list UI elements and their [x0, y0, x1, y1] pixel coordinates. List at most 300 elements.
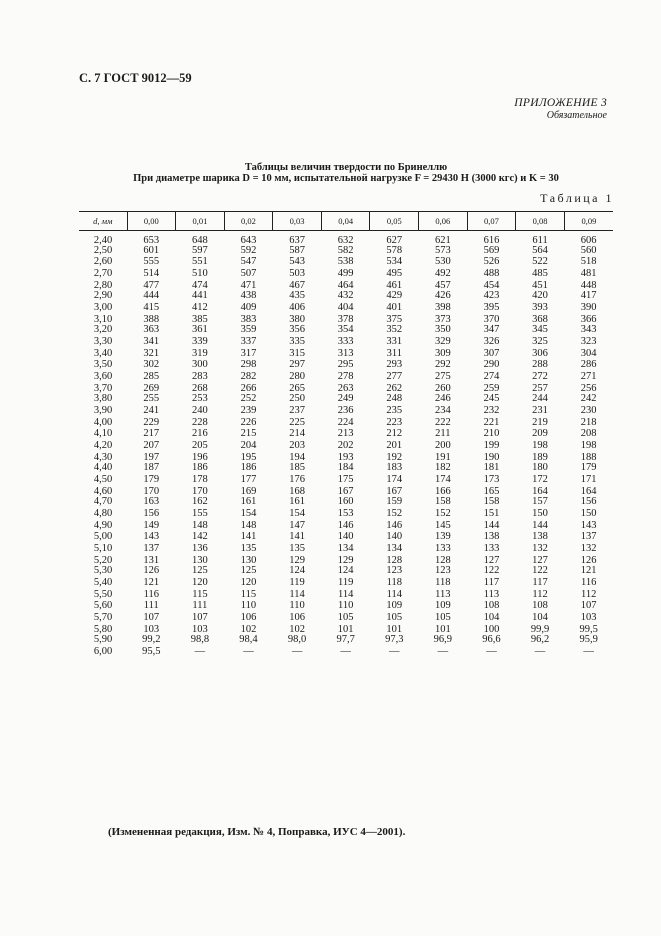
hardness-cell: 102 — [289, 623, 305, 635]
hardness-cell: 140 — [386, 530, 403, 542]
hardness-cell: 137 — [580, 530, 597, 542]
hardness-cell: 415 — [143, 302, 160, 314]
table-row — [79, 611, 613, 625]
diameter-cell: 3,10 — [93, 314, 113, 326]
hardness-cell: 205 — [192, 439, 208, 451]
hardness-cell: 239 — [240, 405, 257, 417]
hardness-cell: 134 — [386, 542, 403, 554]
hardness-cell: 144 — [483, 520, 500, 532]
hardness-cell: 283 — [192, 370, 208, 382]
hardness-cell: 199 — [483, 439, 500, 451]
hardness-cell: 110 — [240, 599, 257, 611]
hardness-cell: 359 — [240, 324, 257, 336]
hardness-cell: 252 — [240, 393, 257, 405]
hardness-cell: 522 — [532, 255, 548, 267]
hardness-cell: 114 — [289, 589, 305, 601]
hardness-cell: 109 — [386, 599, 403, 611]
hardness-cell: 174 — [434, 473, 451, 485]
diameter-cell: 3,70 — [93, 382, 113, 394]
hardness-cell: 114 — [337, 589, 354, 601]
hardness-cell: 286 — [580, 358, 597, 370]
hardness-cell: 107 — [580, 599, 597, 611]
hardness-cell: 141 — [289, 530, 305, 542]
hardness-cell: 275 — [434, 370, 451, 382]
hardness-cell: 140 — [337, 530, 354, 542]
hardness-cell: 152 — [386, 508, 403, 520]
hardness-cell: 534 — [386, 255, 403, 267]
hardness-cell: 373 — [434, 314, 451, 326]
hardness-cell: 237 — [289, 405, 305, 417]
hardness-cell: 120 — [240, 577, 257, 589]
hardness-cell: 448 — [580, 279, 597, 291]
hardness-cell: 103 — [192, 623, 208, 635]
diameter-cell: 5,30 — [93, 565, 113, 577]
hardness-cell: 235 — [386, 405, 403, 417]
column-header: 0,07 — [467, 212, 516, 231]
hardness-cell: 265 — [289, 382, 305, 394]
hardness-cell: 108 — [532, 599, 548, 611]
hardness-cell: 444 — [143, 289, 160, 301]
diameter-cell: 4,90 — [93, 520, 113, 532]
hardness-cell: 117 — [483, 577, 500, 589]
table-row — [79, 473, 613, 487]
hardness-cell: 167 — [337, 486, 354, 498]
hardness-cell: 100 — [483, 623, 500, 635]
hardness-cell: 288 — [532, 358, 548, 370]
hardness-cell: 117 — [532, 577, 548, 589]
hardness-cell: — — [243, 645, 254, 657]
hardness-cell: 637 — [289, 235, 305, 246]
hardness-cell: 231 — [532, 405, 548, 417]
hardness-cell: 137 — [143, 542, 160, 554]
hardness-cell: 621 — [434, 235, 451, 246]
hardness-cell: 103 — [143, 623, 160, 635]
hardness-cell: 464 — [337, 279, 354, 291]
hardness-cell: 189 — [532, 451, 548, 463]
hardness-cell: 132 — [580, 542, 597, 554]
diameter-cell: 4,70 — [93, 496, 113, 508]
hardness-cell: 499 — [337, 267, 354, 279]
hardness-cell: 114 — [386, 589, 402, 601]
hardness-cell: 277 — [386, 370, 403, 382]
table-row — [79, 439, 613, 453]
hardness-cell: 169 — [240, 486, 257, 498]
hardness-cell: — — [194, 645, 206, 657]
diameter-cell: 4,80 — [93, 508, 113, 520]
hardness-cell: 269 — [143, 382, 160, 394]
hardness-cell: 329 — [434, 336, 451, 348]
hardness-cell: 225 — [289, 417, 305, 429]
hardness-cell: 229 — [143, 417, 160, 429]
table-row — [79, 532, 613, 542]
hardness-cell: 438 — [240, 289, 257, 301]
hardness-cell: 488 — [483, 267, 500, 279]
hardness-cell: 526 — [483, 255, 500, 267]
hardness-cell: 99,5 — [579, 623, 598, 635]
hardness-cell: 354 — [337, 324, 354, 336]
hardness-cell: 255 — [143, 393, 160, 405]
hardness-cell: 118 — [386, 577, 402, 589]
table-row — [79, 301, 613, 315]
hardness-cell: 420 — [532, 289, 548, 301]
hardness-cell: 127 — [532, 554, 548, 566]
hardness-cell: 221 — [483, 417, 500, 429]
hardness-cell: 370 — [483, 314, 500, 326]
hardness-cell: 643 — [240, 235, 257, 246]
hardness-cell: 174 — [386, 473, 403, 485]
table-row — [79, 542, 613, 556]
hardness-cell: 297 — [289, 358, 305, 370]
hardness-cell: 538 — [337, 255, 354, 267]
hardness-cell: 183 — [386, 461, 403, 473]
hardness-cell: 129 — [337, 554, 354, 566]
hardness-cell: 560 — [580, 245, 597, 257]
hardness-cell: 232 — [483, 405, 500, 417]
hardness-cell: 317 — [240, 348, 257, 360]
hardness-cell: 262 — [386, 382, 403, 394]
table-row — [79, 566, 613, 576]
hardness-cell: 178 — [192, 473, 208, 485]
hardness-cell: 135 — [240, 542, 257, 554]
hardness-cell: 222 — [434, 417, 451, 429]
hardness-cell: 211 — [435, 427, 451, 439]
hardness-cell: 429 — [386, 289, 403, 301]
table-row — [79, 635, 613, 645]
hardness-cell: 331 — [386, 336, 403, 348]
hardness-cell: 123 — [386, 565, 403, 577]
hardness-cell: 164 — [580, 486, 597, 498]
hardness-cell: 481 — [580, 267, 597, 279]
hardness-cell: 457 — [434, 279, 451, 291]
table-header-row — [79, 212, 613, 231]
hardness-cell: 154 — [240, 508, 257, 520]
hardness-cell: 107 — [143, 611, 160, 623]
hardness-cell: 241 — [143, 405, 160, 417]
hardness-cell: 401 — [386, 302, 403, 314]
hardness-cell: 105 — [386, 611, 403, 623]
hardness-cell: 207 — [143, 439, 160, 451]
hardness-cell: 98,4 — [239, 633, 258, 645]
hardness-cell: 156 — [143, 508, 160, 520]
hardness-cell: 352 — [386, 324, 403, 336]
hardness-cell: 95,9 — [579, 633, 598, 645]
hardness-cell: 266 — [240, 382, 257, 394]
hardness-cell: 181 — [483, 461, 500, 473]
hardness-cell: 106 — [289, 611, 305, 623]
hardness-cell: 467 — [289, 279, 305, 291]
hardness-cell: 398 — [434, 302, 451, 314]
hardness-cell: 274 — [483, 370, 500, 382]
hardness-cell: 98,8 — [190, 633, 210, 645]
hardness-cell: 125 — [240, 565, 257, 577]
hardness-cell: 363 — [143, 324, 160, 336]
diameter-cell: 2,60 — [93, 255, 113, 267]
hardness-cell: 547 — [240, 255, 257, 267]
hardness-cell: 383 — [240, 314, 257, 326]
hardness-cell: 302 — [143, 358, 160, 370]
hardness-cell: 176 — [289, 473, 305, 485]
hardness-cell: 230 — [580, 405, 597, 417]
hardness-cell: — — [486, 645, 497, 657]
hardness-cell: 507 — [240, 267, 257, 279]
hardness-cell: 156 — [580, 496, 597, 508]
appendix-subtitle: Обязательное — [546, 110, 607, 121]
hardness-cell: 193 — [337, 451, 354, 463]
hardness-cell: 136 — [192, 542, 208, 554]
hardness-cell: 126 — [143, 565, 160, 577]
hardness-cell: 124 — [289, 565, 305, 577]
hardness-cell: 109 — [434, 599, 451, 611]
hardness-cell: 127 — [483, 554, 500, 566]
hardness-cell: 150 — [580, 508, 597, 520]
diameter-cell: 5,80 — [93, 623, 113, 635]
hardness-cell: 219 — [532, 417, 548, 429]
hardness-cell: — — [437, 645, 449, 657]
hardness-cell: 145 — [434, 520, 451, 532]
diameter-cell: 2,40 — [93, 235, 113, 246]
hardness-cell: 101 — [337, 623, 354, 635]
hardness-cell: 244 — [532, 393, 548, 405]
hardness-cell: 123 — [434, 565, 451, 577]
hardness-cell: 185 — [289, 461, 305, 473]
hardness-cell: 495 — [386, 267, 403, 279]
hardness-cell: 182 — [434, 461, 451, 473]
hardness-cell: 321 — [143, 348, 160, 360]
hardness-cell: 240 — [192, 405, 208, 417]
hardness-cell: 564 — [532, 245, 548, 257]
table-row — [79, 601, 613, 611]
hardness-cell: 158 — [434, 496, 451, 508]
column-header: 0,02 — [224, 212, 273, 231]
hardness-cell: 110 — [289, 599, 305, 611]
hardness-cell: 250 — [289, 393, 305, 405]
diameter-cell: 5,10 — [93, 542, 113, 554]
hardness-cell: 492 — [434, 267, 451, 279]
hardness-cell: 339 — [192, 336, 208, 348]
hardness-cell: 215 — [240, 427, 257, 439]
hardness-cell: 409 — [240, 302, 257, 314]
hardness-cell: 253 — [192, 393, 208, 405]
table-row — [79, 418, 613, 428]
hardness-cell: 335 — [289, 336, 305, 348]
hardness-cell: 110 — [337, 599, 354, 611]
hardness-cell: 234 — [434, 405, 451, 417]
column-header: 0,06 — [419, 212, 468, 231]
hardness-cell: 471 — [240, 279, 257, 291]
hardness-cell: 582 — [337, 245, 354, 257]
hardness-cell: 246 — [434, 393, 451, 405]
hardness-cell: 278 — [337, 370, 354, 382]
hardness-cell: 423 — [483, 289, 500, 301]
hardness-cell: 115 — [192, 589, 208, 601]
hardness-cell: 366 — [580, 314, 597, 326]
hardness-cell: 149 — [143, 520, 160, 532]
hardness-cell: 441 — [192, 289, 208, 301]
appendix-title: ПРИЛОЖЕНИЕ 3 — [514, 97, 607, 109]
hardness-cell: 155 — [192, 508, 208, 520]
table-row — [79, 590, 613, 600]
hardness-cell: 96,9 — [433, 633, 453, 645]
table-row — [79, 231, 613, 247]
diameter-cell: 3,60 — [93, 370, 113, 382]
hardness-cell: 170 — [192, 486, 208, 498]
diameter-cell: 3,80 — [93, 393, 113, 405]
hardness-cell: 404 — [337, 302, 354, 314]
hardness-cell: 285 — [143, 370, 160, 382]
hardness-cell: 592 — [240, 245, 257, 257]
diameter-cell: 5,20 — [93, 554, 113, 566]
hardness-cell: 226 — [240, 417, 257, 429]
hardness-cell: 97,3 — [385, 633, 404, 645]
hardness-cell: 578 — [386, 245, 403, 257]
table-row — [79, 325, 613, 335]
column-header: d, мм — [79, 212, 127, 231]
hardness-cell: 147 — [289, 520, 305, 532]
hardness-cell: 477 — [143, 279, 160, 291]
hardness-cell: 236 — [337, 405, 354, 417]
hardness-cell: 95,5 — [142, 645, 161, 657]
hardness-cell: 121 — [580, 565, 597, 577]
hardness-cell: 113 — [483, 589, 500, 601]
hardness-cell: 271 — [580, 370, 597, 382]
diameter-cell: 4,00 — [93, 417, 113, 429]
hardness-cell: 198 — [532, 439, 548, 451]
diameter-cell: 3,20 — [93, 324, 113, 336]
column-header: 0,05 — [370, 212, 419, 231]
hardness-cell: 298 — [240, 358, 257, 370]
hardness-cell: 432 — [337, 289, 354, 301]
hardness-cell: 323 — [580, 336, 597, 348]
diameter-cell: 5,00 — [93, 530, 113, 542]
table-row — [79, 645, 613, 659]
hardness-cell: 627 — [386, 235, 403, 246]
hardness-cell: 190 — [483, 451, 500, 463]
hardness-cell: 198 — [580, 439, 597, 451]
hardness-cell: 146 — [337, 520, 354, 532]
hardness-cell: 361 — [192, 324, 208, 336]
hardness-cell: 161 — [240, 496, 257, 508]
hardness-cell: 101 — [386, 623, 403, 635]
hardness-cell: — — [340, 645, 351, 657]
hardness-cell: 192 — [386, 451, 403, 463]
hardness-cell: 150 — [532, 508, 548, 520]
hardness-cell: 319 — [192, 348, 208, 360]
hardness-cell: 132 — [532, 542, 548, 554]
hardness-cell: 368 — [532, 314, 548, 326]
hardness-cell: — — [583, 645, 594, 657]
hardness-cell: 130 — [192, 554, 208, 566]
table-number-label: Таблица 1 — [540, 191, 614, 205]
hardness-cell: 124 — [337, 565, 354, 577]
hardness-cell: 214 — [289, 427, 305, 439]
hardness-cell: 293 — [386, 358, 403, 370]
hardness-cell: 569 — [483, 245, 500, 257]
hardness-cell: 242 — [580, 393, 597, 405]
hardness-cell: 120 — [192, 577, 208, 589]
hardness-cell: 134 — [337, 542, 354, 554]
hardness-cell: 451 — [532, 279, 548, 291]
hardness-cell: 139 — [434, 530, 451, 542]
hardness-cell: 304 — [580, 348, 597, 360]
hardness-cell: 173 — [483, 473, 500, 485]
hardness-cell: 166 — [434, 486, 451, 498]
table-title: Таблицы величин твердости по Бринеллю — [244, 162, 448, 173]
diameter-cell: 4,40 — [93, 461, 113, 473]
hardness-cell: 128 — [434, 554, 451, 566]
hardness-cell: 165 — [483, 486, 500, 498]
diameter-cell: 4,20 — [93, 439, 113, 451]
hardness-cell: 435 — [289, 289, 305, 301]
column-header: 0,01 — [176, 212, 225, 231]
hardness-cell: 130 — [240, 554, 257, 566]
hardness-cell: 168 — [289, 486, 305, 498]
hardness-cell: 395 — [483, 302, 500, 314]
hardness-cell: 151 — [483, 508, 500, 520]
hardness-cell: 119 — [289, 577, 305, 589]
hardness-cell: 131 — [143, 554, 160, 566]
table-subtitle: При диаметре шарика D = 10 мм, испытательной нагрузке F = 29430 Н (3000 кгс) и K = 30 — [133, 173, 559, 184]
hardness-cell: 116 — [580, 577, 597, 589]
hardness-cell: 167 — [386, 486, 403, 498]
table-body — [79, 231, 613, 659]
hardness-cell: 164 — [532, 486, 548, 498]
column-header: 0,00 — [127, 212, 176, 231]
hardness-cell: 292 — [434, 358, 451, 370]
hardness-cell: 115 — [240, 589, 257, 601]
hardness-cell: 648 — [192, 235, 208, 246]
table-row — [79, 394, 613, 404]
hardness-cell: 96,2 — [530, 633, 550, 645]
table-row — [79, 576, 613, 590]
hardness-cell: 196 — [192, 451, 208, 463]
hardness-cell: 249 — [337, 393, 354, 405]
hardness-cell: 333 — [337, 336, 354, 348]
hardness-cell: 99,2 — [142, 633, 161, 645]
hardness-cell: 263 — [337, 382, 354, 394]
hardness-cell: 122 — [483, 565, 500, 577]
hardness-cell: 378 — [337, 314, 354, 326]
hardness-cell: 163 — [143, 496, 160, 508]
hardness-cell: 474 — [192, 279, 208, 291]
hardness-cell: 102 — [240, 623, 257, 635]
hardness-cell: 587 — [289, 245, 305, 257]
hardness-cell: 105 — [434, 611, 451, 623]
column-header: 0,08 — [516, 212, 565, 231]
hardness-cell: 112 — [580, 589, 597, 601]
table-row — [79, 497, 613, 507]
hardness-cell: 653 — [143, 235, 160, 246]
hardness-cell: 161 — [289, 496, 305, 508]
hardness-cell: 350 — [434, 324, 451, 336]
hardness-cell: 106 — [240, 611, 257, 623]
diameter-cell: 2,80 — [93, 279, 113, 291]
table-row — [79, 508, 613, 522]
hardness-cell: 356 — [289, 324, 305, 336]
hardness-cell: 138 — [483, 530, 500, 542]
hardness-cell: 202 — [337, 439, 354, 451]
hardness-cell: 555 — [143, 255, 160, 267]
page-header: С. 7 ГОСТ 9012—59 — [79, 71, 192, 85]
hardness-cell: 104 — [483, 611, 500, 623]
hardness-cell: 209 — [532, 427, 548, 439]
hardness-cell: 187 — [143, 461, 160, 473]
hardness-cell: 153 — [337, 508, 354, 520]
hardness-cell: 96,6 — [482, 633, 501, 645]
hardness-cell: 217 — [143, 427, 160, 439]
hardness-cell: 180 — [532, 461, 548, 473]
hardness-cell: 257 — [532, 382, 548, 394]
hardness-cell: 152 — [434, 508, 451, 520]
